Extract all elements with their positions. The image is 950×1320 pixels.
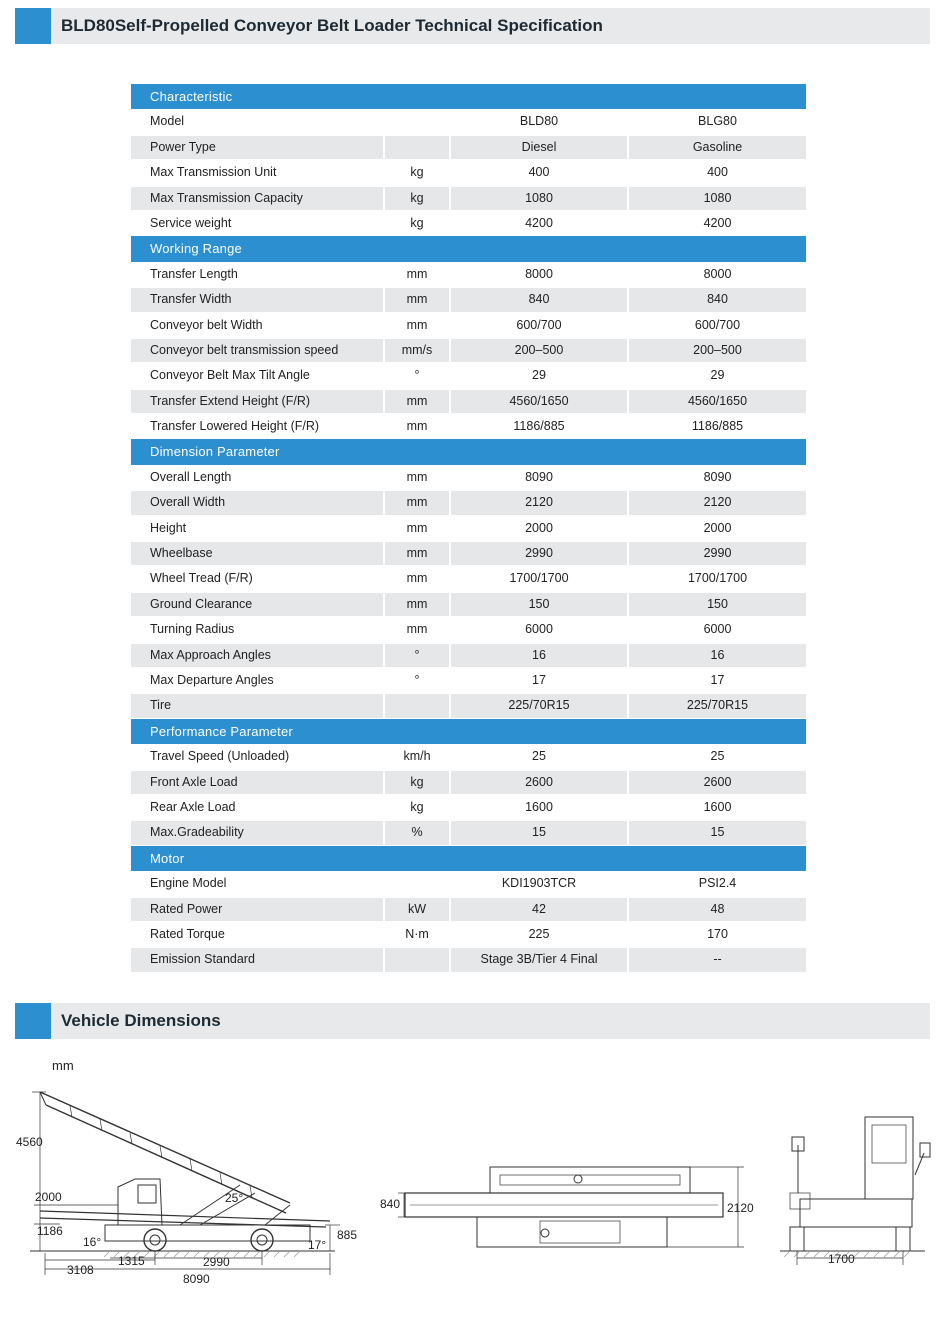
section-header-label: Motor [150, 850, 185, 866]
spec-blg80-cell: 2600 [629, 771, 806, 794]
spec-bld80-cell: 400 [528, 165, 550, 180]
spec-unit-cell: mm [406, 469, 428, 484]
table-row [131, 186, 806, 211]
table-row [131, 363, 806, 388]
section-header [131, 719, 806, 744]
spec-unit-cell [385, 948, 449, 971]
vehicle-dimension-drawing [0, 1075, 950, 1320]
spec-bld80-cell: 6000 [525, 622, 553, 637]
spec-blg80-cell: 840 [629, 288, 806, 311]
spec-name-cell: Max Transmission Capacity [131, 187, 383, 210]
table-row [131, 389, 806, 414]
dim-2990: 2990 [203, 1255, 230, 1269]
spec-bld80-cell: 1080 [451, 187, 627, 210]
table-row [131, 313, 806, 338]
table-row [131, 668, 806, 693]
section-header [131, 846, 806, 871]
spec-blg80-cell: 2990 [629, 542, 806, 565]
spec-name-cell: Power Type [131, 136, 383, 159]
spec-name-cell: Height [150, 520, 187, 535]
section-accent-square [15, 1003, 51, 1039]
spec-unit-cell: mm [406, 571, 428, 586]
spec-unit-cell: kg [410, 799, 424, 814]
spec-blg80-cell: PSI2.4 [698, 876, 737, 891]
front-view-drawing [780, 1117, 930, 1265]
side-view-drawing [30, 1092, 340, 1275]
spec-unit-cell: mm [385, 542, 449, 565]
spec-name-cell: Engine Model [150, 876, 227, 891]
spec-name-cell: Conveyor Belt Max Tilt Angle [150, 368, 310, 383]
spec-name-cell: Travel Speed (Unloaded) [150, 749, 290, 764]
spec-unit-cell: kW [385, 898, 449, 921]
dim-2000: 2000 [35, 1190, 62, 1204]
spec-table [131, 84, 806, 973]
spec-unit-cell [385, 110, 449, 133]
spec-name-cell: Conveyor belt Width [150, 317, 263, 332]
section-header [131, 439, 806, 464]
spec-bld80-cell: 1186/885 [513, 419, 565, 434]
spec-unit-cell: mm [406, 419, 428, 434]
table-row [131, 592, 806, 617]
dim-2120: 2120 [727, 1201, 754, 1215]
section-header-label: Characteristic [150, 89, 233, 104]
table-row [131, 643, 806, 668]
table-row [131, 693, 806, 718]
angle-17: 17° [308, 1238, 327, 1252]
spec-bld80-cell: Stage 3B/Tier 4 Final [451, 948, 627, 971]
table-row [131, 490, 806, 515]
dim-3108: 3108 [67, 1263, 94, 1277]
table-row [131, 770, 806, 795]
section-header [131, 236, 806, 261]
spec-unit-cell: kg [410, 215, 424, 230]
spec-name-cell: Transfer Width [131, 288, 383, 311]
unit-label: mm [52, 1058, 74, 1073]
spec-blg80-cell: 600/700 [694, 317, 741, 332]
spec-bld80-cell: 225 [528, 926, 550, 941]
table-row [131, 820, 806, 845]
spec-bld80-cell: 29 [532, 368, 546, 383]
table-row [131, 617, 806, 642]
spec-unit-cell: kg [385, 771, 449, 794]
spec-unit-cell [385, 872, 449, 895]
spec-blg80-cell: -- [629, 948, 806, 971]
spec-unit-cell: kg [385, 187, 449, 210]
spec-unit-cell: mm [385, 491, 449, 514]
spec-name-cell: Wheelbase [131, 542, 383, 565]
table-row [131, 795, 806, 820]
dimensions-title: Vehicle Dimensions [61, 1011, 221, 1030]
spec-name-cell: Max.Gradeability [131, 821, 383, 844]
section-accent-square [15, 8, 51, 44]
spec-name-cell: Turning Radius [150, 622, 235, 637]
table-row [131, 287, 806, 312]
table-row [131, 109, 806, 134]
spec-bld80-cell: 42 [451, 898, 627, 921]
spec-blg80-cell: BLG80 [698, 114, 737, 129]
spec-bld80-cell: 600/700 [516, 317, 562, 332]
spec-bld80-cell: 2600 [451, 771, 627, 794]
table-row [131, 922, 806, 947]
spec-unit-cell: mm/s [385, 339, 449, 362]
spec-blg80-cell: 4200 [703, 215, 732, 230]
table-row [131, 541, 806, 566]
spec-unit-cell: mm [385, 288, 449, 311]
spec-name-cell: Front Axle Load [131, 771, 383, 794]
spec-name-cell: Tire [131, 694, 383, 717]
spec-blg80-cell: 150 [629, 593, 806, 616]
section-header-label: Working Range [150, 241, 242, 257]
spec-blg80-cell: 1600 [703, 799, 732, 814]
spec-blg80-cell: 2120 [629, 491, 806, 514]
spec-bld80-cell: 4560/1650 [451, 390, 627, 413]
section-header-label: Performance Parameter [150, 723, 293, 739]
spec-name-cell: Max Transmission Unit [150, 165, 277, 180]
spec-blg80-cell: 15 [629, 821, 806, 844]
table-row [131, 338, 806, 363]
spec-unit-cell: % [385, 821, 449, 844]
spec-blg80-cell: 25 [710, 749, 725, 764]
dim-1700: 1700 [828, 1252, 855, 1266]
spec-bld80-cell: Diesel [451, 136, 627, 159]
spec-bld80-cell: 15 [451, 821, 627, 844]
spec-bld80-cell: 2120 [451, 491, 627, 514]
table-row [131, 947, 806, 972]
spec-name-cell: Rated Power [131, 898, 383, 921]
spec-blg80-cell: 400 [707, 165, 728, 180]
dim-1186: 1186 [37, 1224, 63, 1238]
spec-unit-cell: mm [406, 622, 428, 637]
spec-blg80-cell: 1700/1700 [687, 571, 748, 586]
table-row [131, 744, 806, 769]
spec-unit-cell: mm [385, 390, 449, 413]
section-header [131, 84, 806, 109]
spec-name-cell: Max Approach Angles [131, 644, 383, 667]
spec-blg80-cell: 1186/885 [691, 419, 744, 434]
spec-bld80-cell: 1700/1700 [509, 571, 569, 586]
spec-blg80-cell: Gasoline [629, 136, 806, 159]
spec-blg80-cell: 48 [629, 898, 806, 921]
spec-section-bar [15, 8, 930, 44]
spec-unit-cell [385, 694, 449, 717]
spec-unit-cell: ° [385, 644, 449, 667]
spec-blg80-cell: 6000 [703, 622, 732, 637]
spec-blg80-cell: 2000 [703, 520, 732, 535]
table-row [131, 897, 806, 922]
spec-unit-cell: mm [406, 266, 428, 281]
dim-885: 885 [337, 1228, 358, 1242]
spec-name-cell: Service weight [150, 215, 232, 230]
spec-unit-cell: N·m [405, 926, 429, 941]
spec-bld80-cell: 840 [451, 288, 627, 311]
spec-unit-cell: mm [406, 520, 428, 535]
table-row [131, 211, 806, 236]
table-row [131, 516, 806, 541]
spec-blg80-cell: 16 [629, 644, 806, 667]
spec-name-cell: Max Departure Angles [150, 672, 274, 687]
spec-blg80-cell: 8090 [703, 469, 732, 484]
spec-bld80-cell: 17 [532, 672, 546, 687]
spec-bld80-cell: 8090 [525, 469, 553, 484]
spec-bld80-cell: KDI1903TCR [501, 876, 577, 891]
spec-bld80-cell: 225/70R15 [451, 694, 627, 717]
spec-blg80-cell: 29 [710, 368, 725, 383]
spec-blg80-cell: 4560/1650 [629, 390, 806, 413]
spec-blg80-cell: 17 [710, 672, 725, 687]
spec-bld80-cell: 25 [532, 749, 546, 764]
spec-bld80-cell: BLD80 [519, 114, 559, 129]
spec-bld80-cell: 4200 [525, 215, 553, 230]
spec-unit-cell: ° [414, 672, 420, 687]
spec-bld80-cell: 1600 [525, 799, 553, 814]
angle-25: 25° [225, 1191, 244, 1205]
table-row [131, 871, 806, 896]
spec-bld80-cell: 8000 [525, 266, 553, 281]
spec-name-cell: Rear Axle Load [150, 799, 236, 814]
section-header-label: Dimension Parameter [150, 444, 280, 460]
spec-name-cell: Transfer Length [150, 266, 238, 281]
table-row [131, 262, 806, 287]
spec-unit-cell: mm [385, 593, 449, 616]
table-row [131, 465, 806, 490]
spec-name-cell: Wheel Tread (F/R) [150, 571, 253, 586]
dim-840: 840 [380, 1197, 401, 1211]
spec-blg80-cell: 200–500 [629, 339, 806, 362]
spec-name-cell: Rated Torque [150, 926, 225, 941]
spec-title: BLD80Self-Propelled Conveyor Belt Loader Technical Specification [61, 16, 603, 35]
spec-name-cell: Overall Width [131, 491, 383, 514]
spec-blg80-cell: 225/70R15 [629, 694, 806, 717]
table-row [131, 135, 806, 160]
dim-8090: 8090 [183, 1272, 210, 1286]
table-row [131, 414, 806, 439]
spec-name-cell: Model [150, 114, 185, 129]
spec-bld80-cell: 150 [451, 593, 627, 616]
spec-unit-cell: km/h [403, 749, 431, 764]
spec-bld80-cell: 2000 [525, 520, 553, 535]
spec-name-cell: Overall Length [150, 469, 232, 484]
spec-bld80-cell: 2990 [451, 542, 627, 565]
spec-name-cell: Transfer Extend Height (F/R) [131, 390, 383, 413]
spec-name-cell: Transfer Lowered Height (F/R) [150, 419, 320, 434]
spec-bld80-cell: 200–500 [451, 339, 627, 362]
spec-blg80-cell: 170 [707, 926, 728, 941]
spec-blg80-cell: 8000 [703, 266, 732, 281]
spec-blg80-cell: 1080 [629, 187, 806, 210]
spec-name-cell: Conveyor belt transmission speed [131, 339, 383, 362]
spec-unit-cell: mm [406, 317, 428, 332]
dimensions-section-bar [15, 1003, 930, 1039]
dim-1315: 1315 [118, 1254, 145, 1268]
spec-name-cell: Ground Clearance [131, 593, 383, 616]
angle-16: 16° [83, 1235, 102, 1249]
top-view-drawing [398, 1167, 744, 1247]
spec-unit-cell: ° [414, 368, 420, 383]
spec-bld80-cell: 16 [451, 644, 627, 667]
table-row [131, 566, 806, 591]
dim-4560: 4560 [16, 1135, 43, 1149]
table-row [131, 160, 806, 185]
spec-unit-cell [385, 136, 449, 159]
spec-unit-cell: kg [410, 165, 424, 180]
spec-name-cell: Emission Standard [131, 948, 383, 971]
